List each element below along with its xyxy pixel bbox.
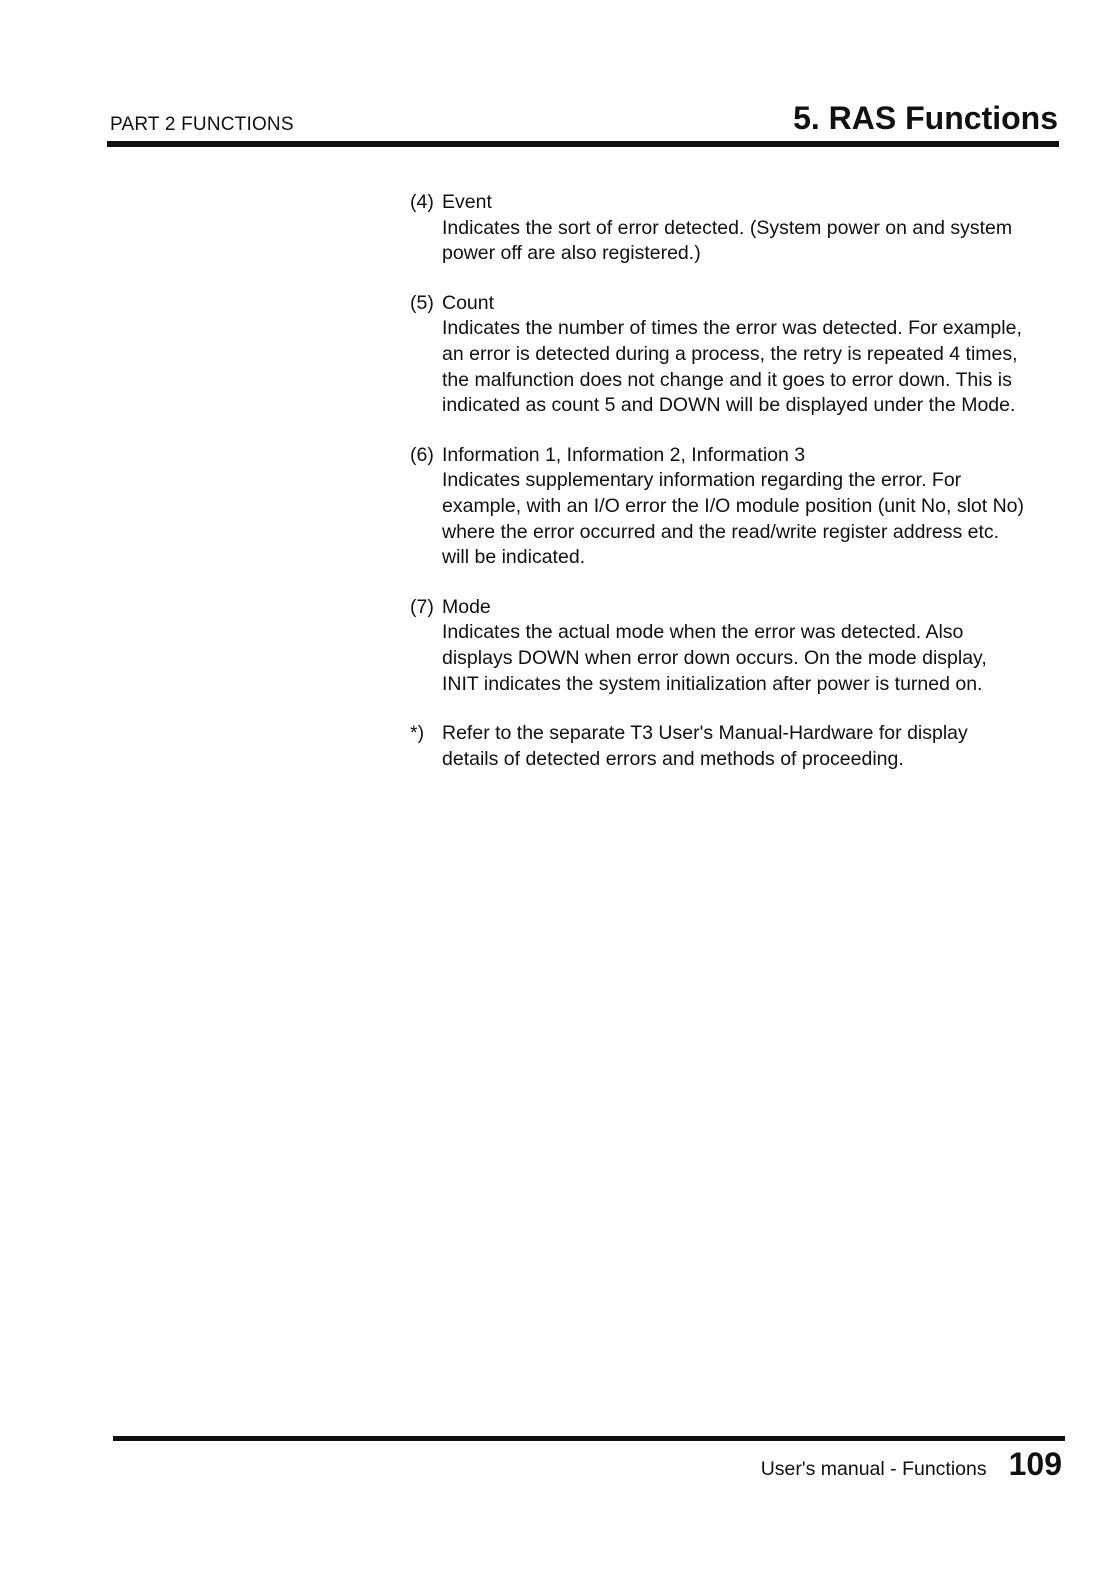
item-title: Event — [442, 191, 492, 213]
section-title: 5. RAS Functions — [793, 100, 1058, 136]
header-divider — [107, 141, 1059, 147]
item-body: Indicates the sort of error detected. (System power on and system power off are also registered.) — [442, 216, 1013, 265]
page-number: 109 — [1008, 1446, 1062, 1482]
item-title: Information 1, Information 2, Information 3 — [442, 443, 806, 466]
header-part-label: PART 2 FUNCTIONS — [110, 114, 294, 135]
item-count — [410, 291, 1060, 419]
note-marker: *) — [410, 722, 425, 745]
footer-label: User's manual - Functions — [760, 1458, 987, 1480]
item-event — [410, 190, 1060, 267]
footer-divider — [113, 1436, 1065, 1441]
item-body: Indicates the actual mode when the error was detected. Also displays DOWN when error down occurs. On the mode display, INIT indicates the system initialization after power is turned on. — [442, 621, 987, 695]
item-title: Mode — [442, 595, 491, 618]
reference-note — [410, 721, 1060, 772]
item-number: (5) — [410, 291, 434, 314]
content-area — [410, 190, 1060, 772]
item-number: (6) — [410, 443, 434, 466]
item-number: (7) — [410, 595, 434, 618]
item-body: Indicates the number of times the error was detected. For example, an error is detected during a process, the retry is repeated 4 times, the malfunction does not change and it goes to error down. This is indicated as count 5 and DOWN will be displayed under the Mode. — [442, 317, 1022, 417]
item-title: Count — [442, 291, 495, 314]
item-mode — [410, 595, 1060, 697]
item-information — [410, 443, 1060, 571]
page-footer — [761, 1446, 1062, 1483]
note-text: Refer to the separate T3 User's Manual-Hardware for display details of detected errors and methods of proceeding. — [442, 722, 968, 770]
item-number: (4) — [410, 191, 434, 213]
item-body: Indicates supplementary information regarding the error. For example, with an I/O error the I/O module position (unit No, slot No) where the error occurred and the read/write register address etc. will be indicated. — [442, 469, 1025, 569]
